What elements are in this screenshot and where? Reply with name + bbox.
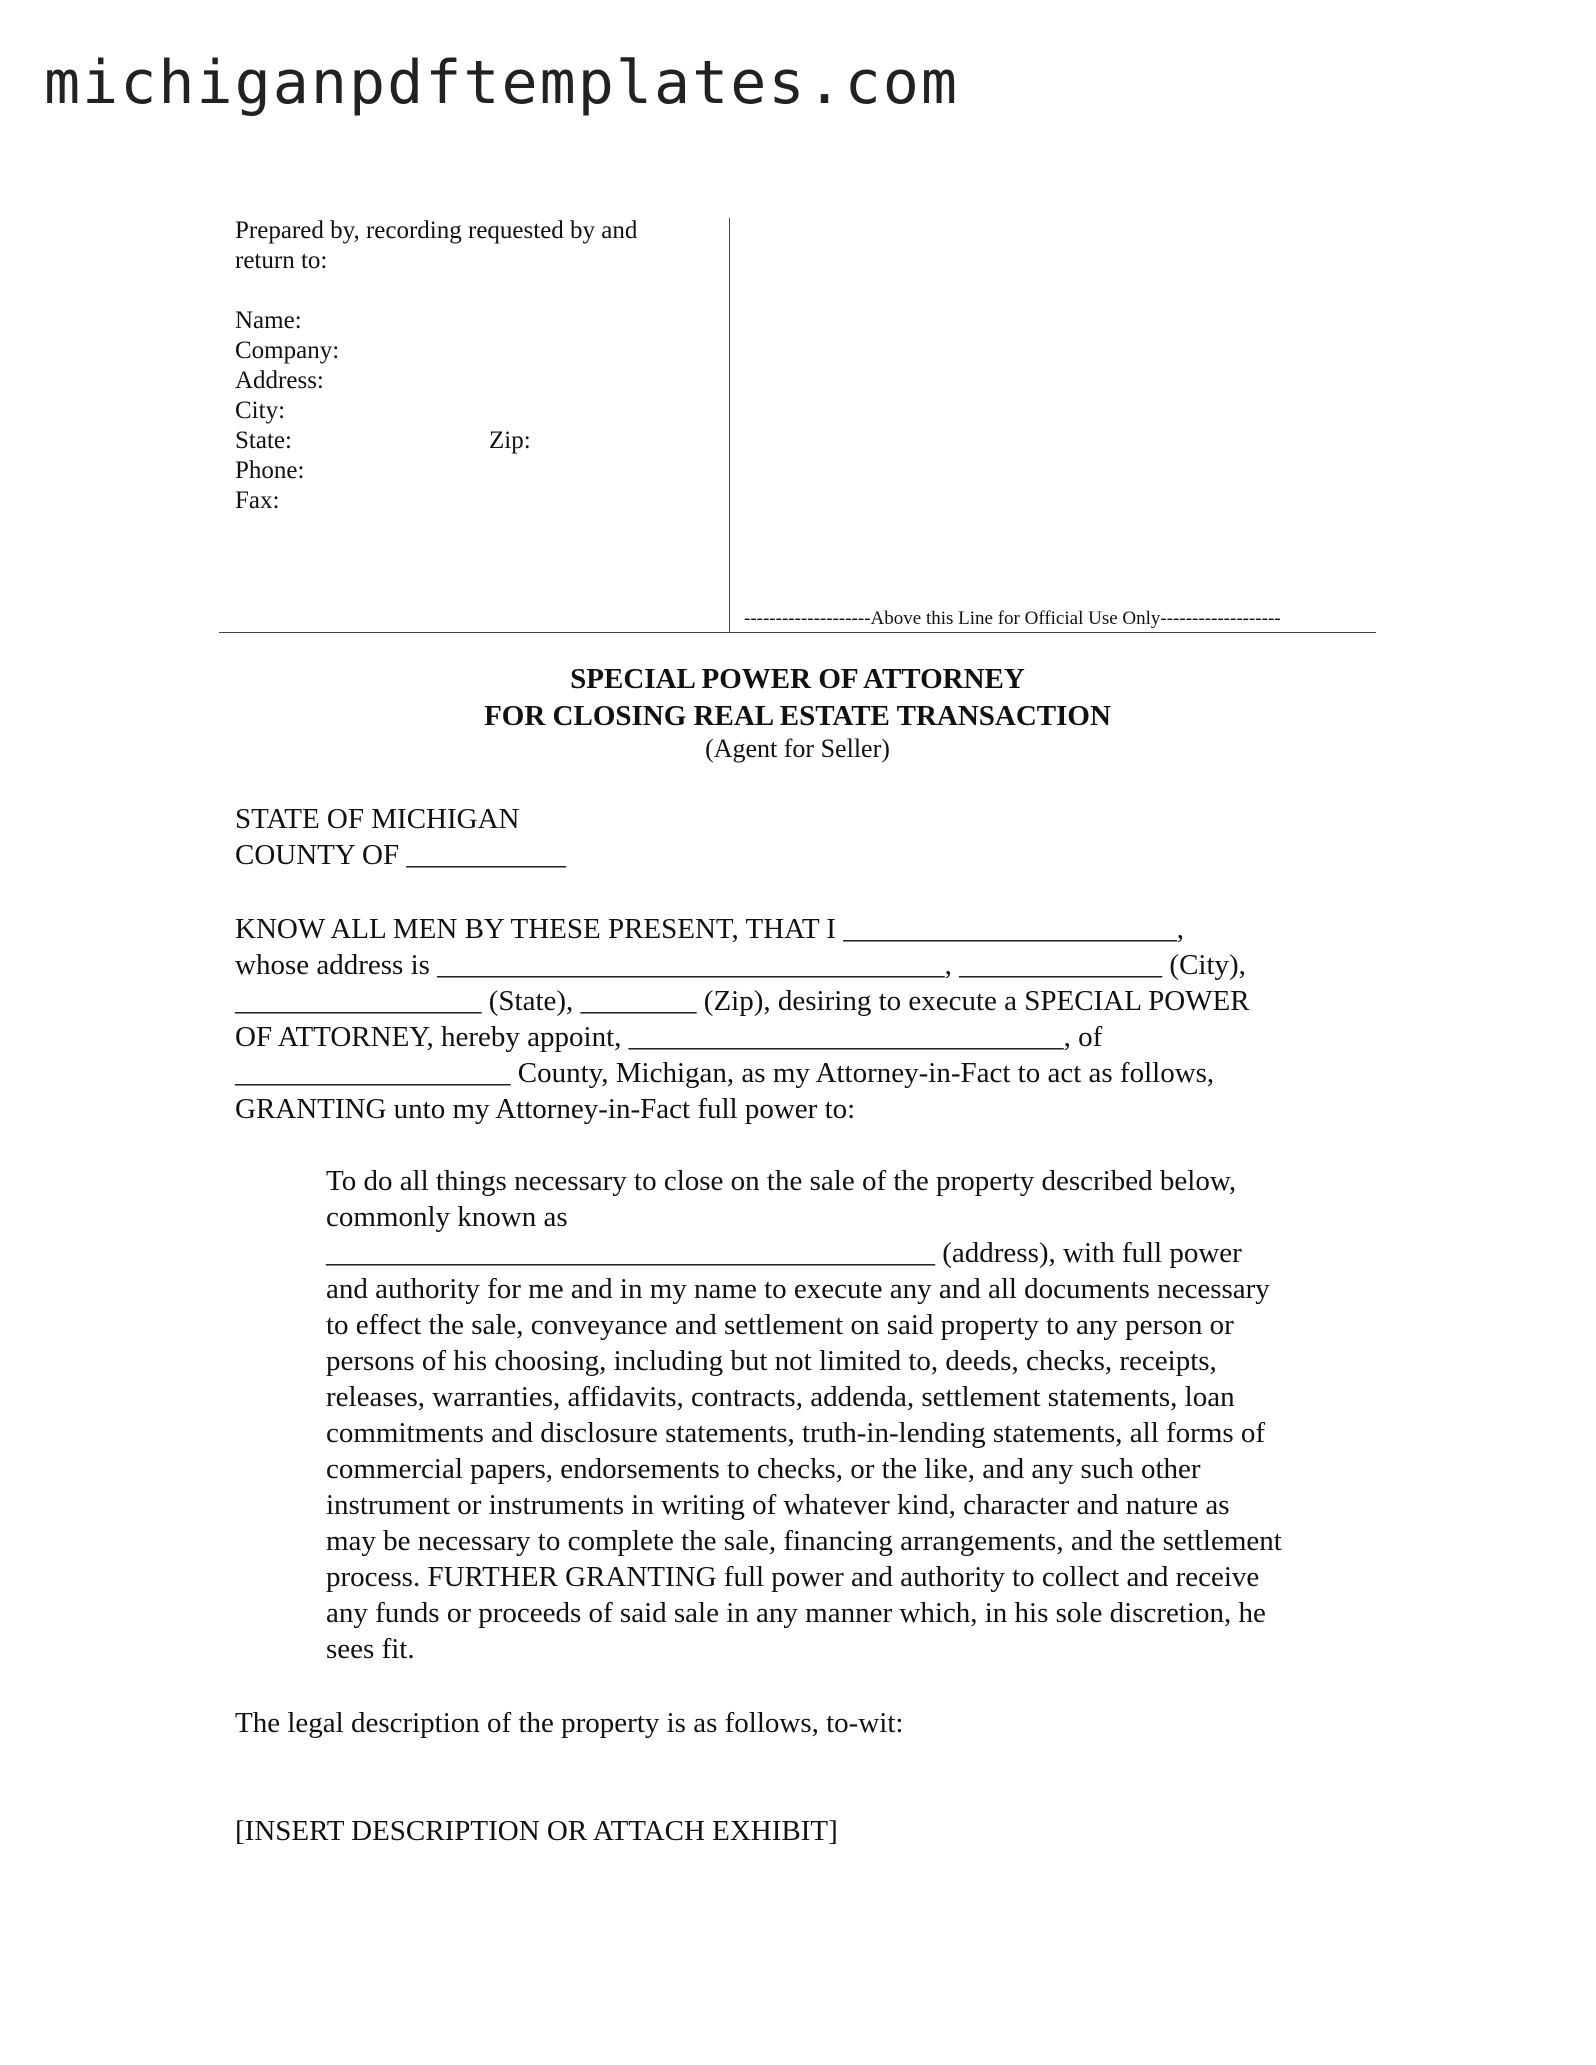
prepared-heading-line1: Prepared by, recording requested by and (235, 217, 638, 244)
paragraph-line: OF ATTORNEY, hereby appoint, ______________________________, of (235, 1021, 1103, 1053)
document-subtitle: (Agent for Seller) (705, 734, 890, 763)
paragraph-line: releases, warranties, affidavits, contracts, addenda, settlement statements, loan (326, 1381, 1235, 1413)
site-watermark: michiganpdftemplates.com (44, 48, 959, 118)
venue-block (235, 801, 566, 873)
paragraph-line: instrument or instruments in writing of whatever kind, character and nature as (326, 1489, 1230, 1521)
paragraph-line: To do all things necessary to close on the sale of the property described below, (326, 1165, 1237, 1197)
name-field-label: Name: (235, 307, 302, 334)
company-field-label: Company: (235, 337, 340, 364)
recording-divider-vertical (729, 218, 730, 632)
paragraph-line: ___________________ County, Michigan, as my Attorney-in-Fact to act as follows, (235, 1057, 1215, 1089)
document-title-line2: FOR CLOSING REAL ESTATE TRANSACTION (484, 700, 1111, 732)
powers-paragraph (326, 1163, 1282, 1667)
paragraph-line: KNOW ALL MEN BY THESE PRESENT, THAT I _______________________, (235, 913, 1184, 945)
insert-exhibit-placeholder: [INSERT DESCRIPTION OR ATTACH EXHIBIT] (235, 1815, 838, 1847)
paragraph-line: may be necessary to complete the sale, financing arrangements, and the settlement (326, 1525, 1282, 1557)
paragraph-line: any funds or proceeds of said sale in any manner which, in his sole discretion, he (326, 1597, 1266, 1629)
official-use-line-label: --------------------Above this Line for Official Use Only------------------- (744, 608, 1281, 629)
prepared-by-block (235, 216, 637, 516)
paragraph-line: commonly known as (326, 1201, 568, 1233)
fax-field-label: Fax: (235, 487, 280, 514)
paragraph-line: GRANTING unto my Attorney-in-Fact full power to: (235, 1093, 856, 1125)
document-title-line1: SPECIAL POWER OF ATTORNEY (570, 663, 1025, 695)
prepared-spacer (235, 276, 637, 306)
recording-divider-horizontal (219, 632, 1376, 633)
paragraph-line: to effect the sale, conveyance and settlement on said property to any person or (326, 1309, 1234, 1341)
legal-description-intro: The legal description of the property is as follows, to-wit: (235, 1707, 904, 1739)
state-zip-row (235, 426, 637, 456)
venue-state: STATE OF MICHIGAN (235, 803, 520, 835)
state-field-label: State: (235, 427, 292, 454)
zip-field-label: Zip: (489, 427, 531, 454)
phone-field-label: Phone: (235, 457, 305, 484)
address-field-label: Address: (235, 367, 324, 394)
city-field-label: City: (235, 397, 286, 424)
paragraph-line: and authority for me and in my name to execute any and all documents necessary (326, 1273, 1270, 1305)
paragraph-line: persons of his choosing, including but not limited to, deeds, checks, receipts, (326, 1345, 1217, 1377)
appointment-paragraph (235, 911, 1250, 1127)
paragraph-line: process. FURTHER GRANTING full power and authority to collect and receive (326, 1561, 1260, 1593)
paragraph-line: _________________ (State), ________ (Zip), desiring to execute a SPECIAL POWER (235, 985, 1250, 1017)
paragraph-line: whose address is ___________________________________, ______________ (City), (235, 949, 1246, 981)
paragraph-line: sees fit. (326, 1633, 415, 1665)
paragraph-line: __________________________________________ (address), with full power (326, 1237, 1242, 1269)
paragraph-line: commercial papers, endorsements to checks, or the like, and any such other (326, 1453, 1201, 1485)
prepared-heading-line2: return to: (235, 247, 328, 274)
venue-county: COUNTY OF ___________ (235, 839, 566, 871)
paragraph-line: commitments and disclosure statements, truth-in-lending statements, all forms of (326, 1417, 1266, 1449)
